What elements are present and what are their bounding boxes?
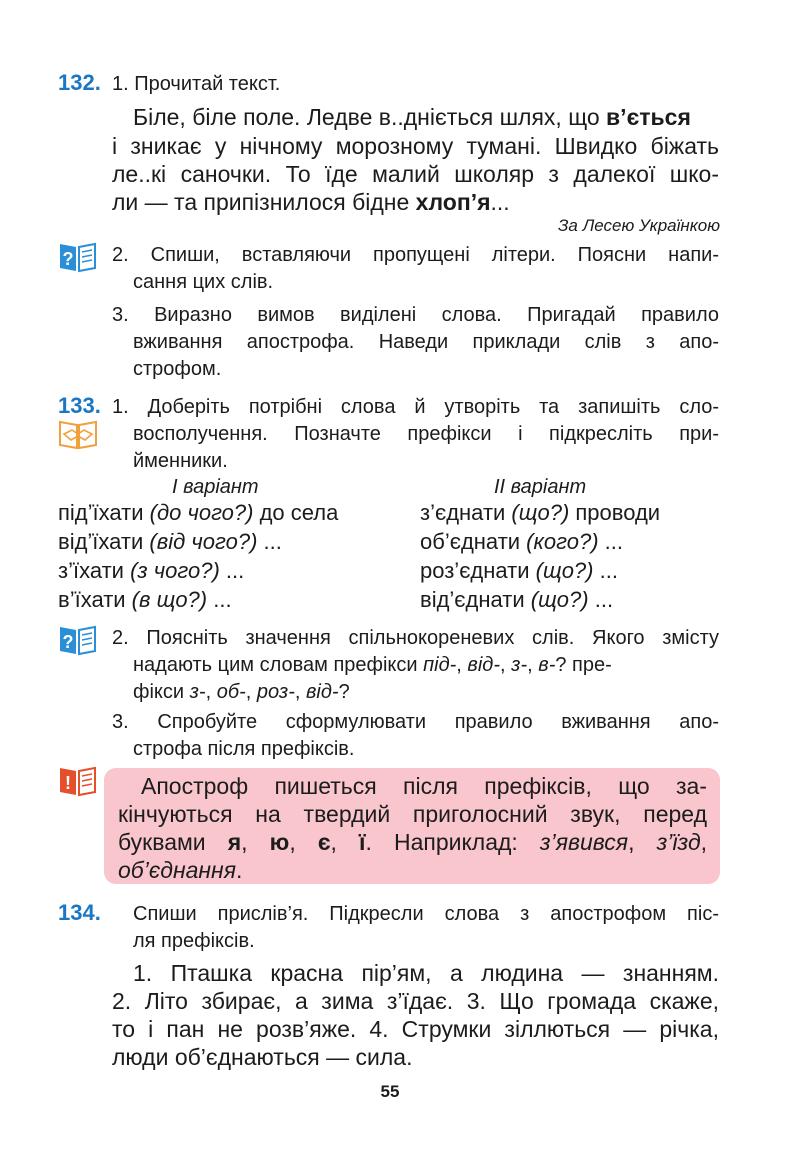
variant2-row: роз’єднати (що?) ... — [420, 558, 618, 583]
exercise-132-task3-line1: 3. Виразно вимов виділені слова. Пригадай правило — [112, 304, 719, 326]
rule-line3: буквами я, ю, є, ї. Наприклад: з’явився, з’їзд, — [118, 829, 708, 855]
handshake-book-icon — [58, 418, 98, 450]
page-number: 55 — [380, 1082, 400, 1101]
exercise-132-source: За Лесею Українкою — [558, 216, 720, 235]
exercise-133-task2-line3: фікси з-, об-, роз-, від-? — [133, 681, 350, 703]
exercise-132-text-line3: ле..кі саночки. То їде малий школяр з далекої шко- — [112, 161, 719, 187]
svg-text:?: ? — [62, 632, 74, 652]
exercise-132-text-line1: Біле, біле поле. Ледве в..дніється шлях, що в’ється — [133, 104, 691, 130]
exercise-133-task2-line2: надають цим словам префікси під-, від-, з-, в-? пре- — [133, 654, 612, 676]
exercise-132-task1: 1. Прочитай текст. — [112, 73, 281, 95]
exercise-133-task1-line1: 1. Доберіть потрібні слова й утворіть та запишіть сло- — [112, 396, 719, 418]
exercise-133-task1-line2: восполучення. Позначте префікси і підкресліть при- — [133, 423, 719, 445]
variant1-row: під’їхати (до чого?) до села — [58, 500, 339, 525]
variant1-title: І варіант — [172, 476, 259, 498]
exercise-133-task3-line1: 3. Спробуйте сформулювати правило вживання апо- — [112, 711, 719, 733]
proverb-line: то і пан не розв’яже. 4. Струмки зіллються — річка, — [112, 1016, 719, 1042]
variant2-row: від’єднати (що?) ... — [420, 587, 614, 612]
exercise-132-task3-line3: строфом. — [133, 358, 222, 380]
exercise-134-task-line1: Спиши прислів’я. Підкресли слова з апострофом піс- — [133, 903, 719, 925]
exercise-133-task1-line3: йменники. — [133, 450, 228, 472]
exercise-134-number: 134. — [58, 900, 101, 925]
exercise-132-text-line2: і зникає у нічному морозному тумані. Швидко біжать — [112, 133, 719, 159]
exercise-132-text-line4: ли — та припізнилося бідне хлоп’я... — [112, 189, 510, 215]
rule-line1: Апостроф пишеться після префіксів, що за- — [141, 773, 707, 799]
question-book-icon — [58, 241, 98, 273]
exercise-132-task2-line1: 2. Спиши, вставляючи пропущені літери. Поясни напи- — [112, 244, 719, 266]
exercise-132-task2-line2: сання цих слів. — [133, 271, 274, 293]
variant1-row: від’їхати (від чого?) ... — [58, 529, 282, 554]
exercise-132-number: 132. — [58, 70, 101, 95]
variant2-row: з’єднати (що?) проводи — [420, 500, 661, 525]
exercise-134-task-line2: ля префіксів. — [133, 930, 255, 952]
rule-line2: кінчуються на твердий приголосний звук, перед — [118, 801, 707, 827]
exclamation-book-icon — [58, 765, 98, 797]
variant1-row: з’їхати (з чого?) ... — [58, 558, 245, 583]
exercise-132-task3-line2: вживання апострофа. Наведи приклади слів з апо- — [133, 331, 719, 353]
svg-text:!: ! — [65, 773, 71, 793]
question-book-icon — [58, 624, 98, 656]
proverb-line: 1. Пташка красна пір’ям, а людина — знанням. — [133, 960, 719, 986]
exercise-133-number: 133. — [58, 393, 101, 418]
variant1-row: в’їхати (в що?) ... — [58, 587, 232, 612]
exercise-133-task2-line1: 2. Поясніть значення спільнокореневих слів. Якого змісту — [112, 627, 719, 649]
variant2-title: ІІ варіант — [494, 476, 587, 498]
proverb-line: 2. Літо збирає, а зима з’їдає. 3. Що громада скаже, — [112, 988, 719, 1014]
exercise-133-task3-line2: строфа після префіксів. — [133, 738, 355, 760]
variant2-row: об’єднати (кого?) ... — [420, 529, 623, 554]
svg-text:?: ? — [62, 249, 74, 269]
proverb-line: люди об’єднаються — сила. — [112, 1044, 413, 1070]
rule-line4: об’єднання. — [118, 857, 243, 883]
